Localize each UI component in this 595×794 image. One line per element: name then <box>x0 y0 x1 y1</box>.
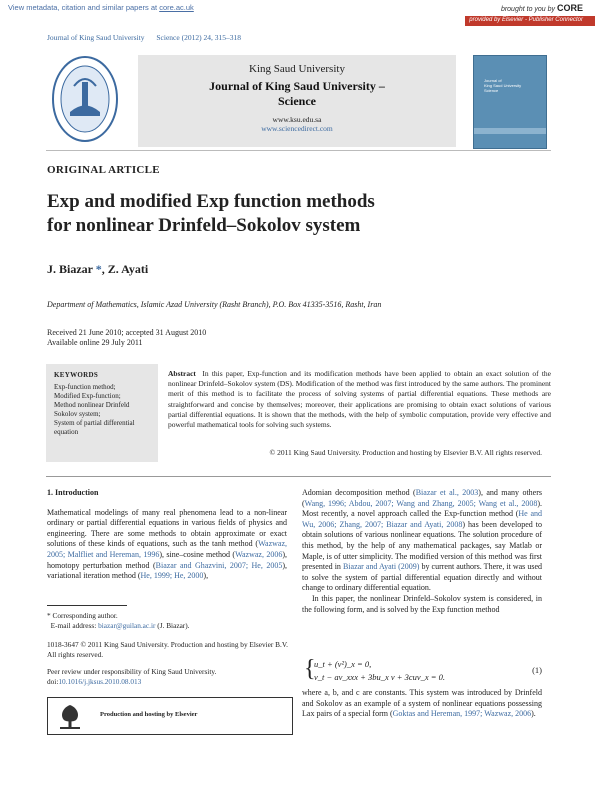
keyword-item: System of partial differential <box>54 419 135 427</box>
affiliation: Department of Mathematics, Islamic Azad University (Rasht Branch), P.O. Box 41335-3516, Rasht, Iran <box>47 300 382 309</box>
publisher-connector-bar <box>465 16 595 26</box>
abstract-label: Abstract <box>168 369 196 378</box>
doi-link[interactable]: 10.1016/j.jksus.2010.08.013 <box>58 676 142 686</box>
keywords-list <box>54 383 154 437</box>
core-logo-text: CORE <box>556 3 583 13</box>
email-link[interactable]: biazar@guilan.ac.ir <box>98 620 156 630</box>
intro-heading: 1. Introduction <box>47 488 99 497</box>
text-run: where a, b, and c are constants. This system was introduced by Drinfeld and Sokolov as an example of a system of nonlinear equations possessing Lax pairs of a special form ( <box>302 688 542 719</box>
text-run: Mathematical modelings of many real phenomena lead to a non-linear ordinary or partial differential equations in various fields of physics and engineering. There are some methods to obtain approximate or exact solutions of these kinds of equations, such as the tanh method ( <box>47 507 287 549</box>
doi-line <box>47 677 292 687</box>
text-run: ) has been developed to obtain solutions of various nonlinear equations. The solution procedure of this method, by the help of any mathematical packages, say Matlab or Maple, is of utter simplicity. The modified version of this method was first presented in <box>302 519 543 572</box>
elsevier-box <box>47 697 293 735</box>
issn-copyright: 1018-3647 © 2011 King Saud University. Production and hosting by Elsevier B.V. All rights reserved. <box>47 640 288 659</box>
equation-line1: u_t + (v²)_x = 0, <box>314 659 372 669</box>
text-run: ). <box>531 709 536 719</box>
citation-link[interactable]: Wazwaz, 2005; Malfliet and Hereman, 1996 <box>47 539 287 559</box>
core-banner <box>0 0 595 16</box>
equation-1 <box>302 655 542 687</box>
constants-paragraph <box>302 688 542 720</box>
email-suffix: (J. Biazar). <box>155 620 190 630</box>
system-paragraph: In this paper, the nonlinear Drinfeld–Sokolov system is considered, in the following form, and is solved by the Exp function method <box>302 593 542 614</box>
journal-name <box>138 79 456 109</box>
email-label: E-mail address: <box>50 620 99 630</box>
ksu-website: www.ksu.edu.sa <box>272 115 322 124</box>
metadata-notice <box>8 3 194 12</box>
cover-line1: Journal of <box>484 78 502 83</box>
citation-link[interactable]: He and Wu, 2006; Zhang, 2007; Biazar and Ayati, 2008 <box>302 509 542 529</box>
intro-paragraph <box>47 508 287 582</box>
running-head <box>47 33 251 42</box>
citation-link[interactable]: Biazar and Ghazvini, 2007; He, 2005 <box>155 560 283 570</box>
text-run: by current authors. There, it was used to solve the system of partial differential equation directly and without change to ordinary differential equation. <box>302 562 543 593</box>
running-head-citation[interactable]: Science (2012) 24, 315–318 <box>156 33 241 42</box>
text-run: ), sine–cosine method ( <box>159 549 236 559</box>
column-right <box>302 488 542 615</box>
corresponding-author-mark[interactable]: * <box>95 262 102 276</box>
cover-stripe <box>474 128 546 134</box>
citation-link[interactable]: Biazar et al., 2003 <box>415 488 479 497</box>
keywords-box <box>46 364 158 462</box>
text-run: ), homotopy perturbation method ( <box>47 549 288 570</box>
text-run: Adomian decomposition method ( <box>302 488 416 497</box>
citation-link[interactable]: Goktas and Hereman, 1997; Wazwaz, 2006 <box>392 709 532 719</box>
constants-text <box>302 688 542 720</box>
metadata-text: View metadata, citation and similar papers at <box>8 3 160 12</box>
title-line2: for nonlinear Drinfeld–Sokolov system <box>47 215 361 236</box>
abstract-text: In this paper, Exp-function and its modification methods have been applied to obtain an exact solution of the nonlinear Drinfeld–Sokolov system (DS). Modification of the method was first introduced by the same authors. The prominent merit of this method is to facilitate the process of solving systems of partial differential equations. These methods are straightforward and concise by themselves; moreover, their applications are promising to obtain exact solutions of various partial differential equations. It is shown that the methods, with the help of symbolic computation, provide very effective and powerful mathematical tools for solving such systems. <box>168 369 551 430</box>
doi-label: doi: <box>47 676 59 686</box>
abstract-copyright: © 2011 King Saud University. Production and hosting by Elsevier B.V. All rights reserved. <box>269 448 542 457</box>
keyword-item: Exp-function method; <box>54 383 116 391</box>
title-line1: Exp and modified Exp function methods <box>47 191 375 212</box>
abstract-divider <box>46 476 551 477</box>
ksu-seal-icon <box>50 54 120 144</box>
text-run: ), and many others ( <box>302 488 542 508</box>
footnote-divider <box>47 605 127 606</box>
keyword-item: Method nonlinear Drinfeld <box>54 401 130 409</box>
citation-link[interactable]: He, 1999; He, 2000 <box>140 571 204 581</box>
sciencedirect-link[interactable]: www.sciencedirect.com <box>261 124 333 133</box>
keyword-item: equation <box>54 428 79 436</box>
article-type: ORIGINAL ARTICLE <box>47 164 160 176</box>
ksu-logo <box>50 54 120 144</box>
journal-cover <box>473 55 547 149</box>
core-brand[interactable] <box>501 3 583 13</box>
keyword-item: Modified Exp-function; <box>54 392 121 400</box>
journal-header <box>138 55 456 147</box>
elsevier-tree-icon <box>56 702 84 730</box>
core-link[interactable]: core.ac.uk <box>159 3 194 12</box>
author-biazar: J. Biazar <box>47 262 96 276</box>
article-title <box>47 190 547 238</box>
received-date: Received 21 June 2010; accepted 31 August 2010 <box>47 328 207 337</box>
keyword-item: Sokolov system; <box>54 410 101 418</box>
publisher-connector-text: provided by Elsevier - Publisher Connector <box>469 17 583 23</box>
author-ayati: , Z. Ayati <box>101 262 149 276</box>
citation-link[interactable]: Wazwaz, 2006 <box>235 549 283 559</box>
university-name: King Saud University <box>249 63 345 75</box>
authors <box>47 262 148 277</box>
cover-title <box>484 78 521 93</box>
citation-link[interactable]: Biazar and Ayati (2009) <box>342 562 420 572</box>
text-run: ), <box>203 571 209 581</box>
article-dates <box>47 328 206 348</box>
citation-link[interactable]: Wang, 1996; Abdou, 2007; Wang and Zhang, 2005; Wang et al., 2008 <box>304 498 538 508</box>
corresponding-author-note: * Corresponding author. <box>47 611 118 620</box>
footnotes <box>47 611 292 686</box>
brought-by-text: brought to you by <box>500 6 557 13</box>
equation-brace: { <box>304 656 316 682</box>
online-date: Available online 29 July 2011 <box>47 338 143 347</box>
text-run: ), variational iteration method ( <box>47 560 287 581</box>
keywords-heading: KEYWORDS <box>54 371 99 379</box>
equation-line2: v_t − av_xxx + 3bu_x v + 3cuv_x = 0. <box>314 672 446 682</box>
email-line <box>47 621 292 631</box>
peer-review-note: Peer review under responsibility of King Saud University. <box>47 667 217 676</box>
abstract <box>168 369 551 430</box>
methods-paragraph <box>302 488 542 594</box>
column-left <box>47 488 287 582</box>
cover-line2: King Saud University <box>484 83 522 88</box>
header-divider <box>46 150 551 151</box>
running-head-journal[interactable]: Journal of King Saud University <box>47 33 145 42</box>
equation-number: (1) <box>532 665 542 675</box>
journal-name-line1: Journal of King Saud University – <box>209 79 385 93</box>
text-run: ). Most recently, a novel approach called the Exp-function method ( <box>302 498 542 519</box>
cover-line3: Science <box>484 88 499 93</box>
journal-name-line2: Science <box>278 94 316 108</box>
elsevier-hosting-text: Production and hosting by Elsevier <box>100 711 198 718</box>
